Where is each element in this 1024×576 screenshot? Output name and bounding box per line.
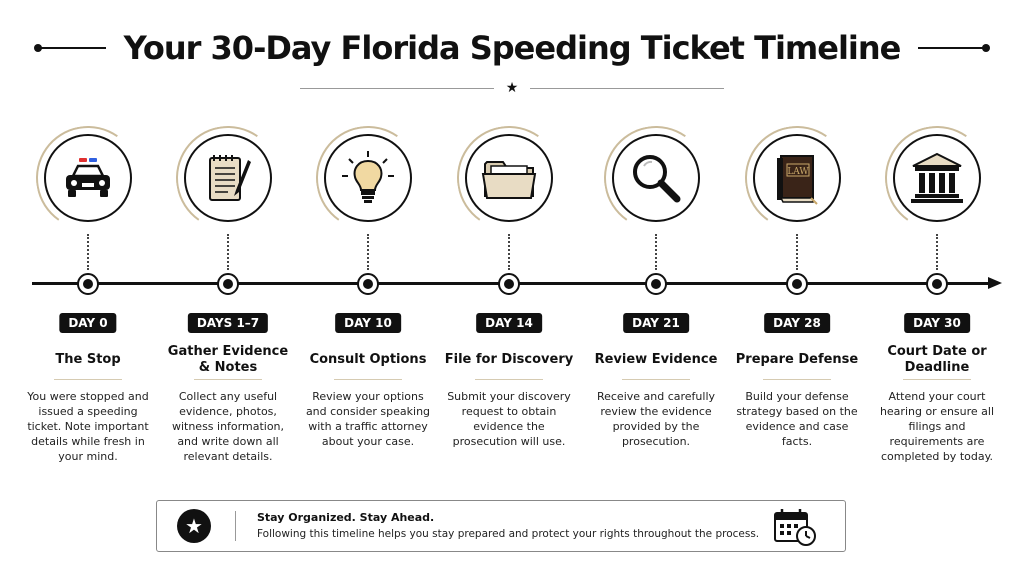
timeline-step-day-21	[591, 0, 721, 576]
star-icon: ★	[505, 80, 519, 96]
timeline-node	[357, 273, 379, 295]
timeline-step-day-0	[23, 0, 153, 576]
step-icon-frame	[745, 126, 849, 230]
timeline-node	[498, 273, 520, 295]
timeline-node	[217, 273, 239, 295]
timeline-step-day-10	[303, 0, 433, 576]
timeline-node	[77, 273, 99, 295]
step-description: Review your options and consider speaking with a traffic attorney about your case.	[305, 390, 431, 448]
step-icon-frame	[36, 126, 140, 230]
step-icon-frame	[604, 126, 708, 230]
step-connector	[655, 234, 657, 270]
timeline-step-day-14	[444, 0, 574, 576]
day-badge: DAYS 1–7	[188, 313, 268, 333]
police-car-icon	[56, 146, 120, 210]
step-title: Gather Evidence & Notes	[167, 344, 289, 375]
day-badge: DAY 28	[764, 313, 830, 333]
step-description: Receive and carefully review the evidence provided by the prosecution.	[596, 390, 716, 448]
step-icon-frame	[885, 126, 989, 230]
step-underline	[763, 379, 831, 380]
step-underline	[194, 379, 262, 380]
step-underline	[475, 379, 543, 380]
day-badge: DAY 10	[335, 313, 401, 333]
step-description: Attend your court hearing or ensure all filings and requirements are completed by today.	[879, 390, 995, 463]
folder-icon	[477, 146, 541, 210]
calendar-clock-icon	[773, 507, 817, 547]
footer-heading: Stay Organized. Stay Ahead.	[257, 511, 435, 524]
step-description: Collect any useful evidence, photos, witness information, and write down all relevant details.	[171, 390, 285, 463]
step-description: You were stopped and issued a speeding ticket. Note important details while fresh in your mind.	[27, 390, 149, 463]
step-underline	[54, 379, 122, 380]
step-connector	[796, 234, 798, 270]
page-title: Your 30-Day Florida Speeding Ticket Timeline	[123, 29, 901, 67]
step-connector	[87, 234, 89, 270]
timeline-step-days-1-7	[163, 0, 293, 576]
day-badge: DAY 14	[476, 313, 542, 333]
step-icon-frame	[176, 126, 280, 230]
step-icon-frame	[316, 126, 420, 230]
step-title: Consult Options	[309, 352, 427, 367]
courthouse-icon	[905, 146, 969, 210]
step-icon-frame	[457, 126, 561, 230]
law-book-icon	[765, 146, 829, 210]
star-badge-icon: ★	[177, 509, 211, 543]
step-underline	[903, 379, 971, 380]
day-badge: DAY 21	[623, 313, 689, 333]
step-underline	[622, 379, 690, 380]
footer-banner	[156, 500, 846, 552]
step-description: Submit your discovery request to obtain evidence the prosecution will use.	[447, 390, 571, 448]
step-title: File for Discovery	[444, 352, 574, 367]
step-title: Review Evidence	[594, 352, 718, 367]
step-title: Prepare Defense	[735, 352, 859, 367]
step-description: Build your defense strategy based on the evidence and case facts.	[736, 390, 858, 448]
timeline-step-day-28	[732, 0, 862, 576]
lightbulb-icon	[336, 146, 400, 210]
step-underline	[334, 379, 402, 380]
magnifying-glass-icon	[624, 146, 688, 210]
step-connector	[508, 234, 510, 270]
day-badge: DAY 0	[59, 313, 116, 333]
step-title: Court Date or Deadline	[887, 344, 987, 375]
svg-text:LAW: LAW	[787, 167, 809, 177]
timeline-node	[786, 273, 808, 295]
day-badge: DAY 30	[904, 313, 970, 333]
step-connector	[227, 234, 229, 270]
footer-divider	[235, 511, 236, 541]
step-title: The Stop	[55, 352, 121, 367]
timeline-step-day-30	[872, 0, 1002, 576]
timeline-node	[645, 273, 667, 295]
timeline-node	[926, 273, 948, 295]
notepad-pen-icon	[196, 146, 260, 210]
step-connector	[367, 234, 369, 270]
footer-text: Following this timeline helps you stay prepared and protect your rights throughout the process.	[257, 528, 760, 540]
step-connector	[936, 234, 938, 270]
